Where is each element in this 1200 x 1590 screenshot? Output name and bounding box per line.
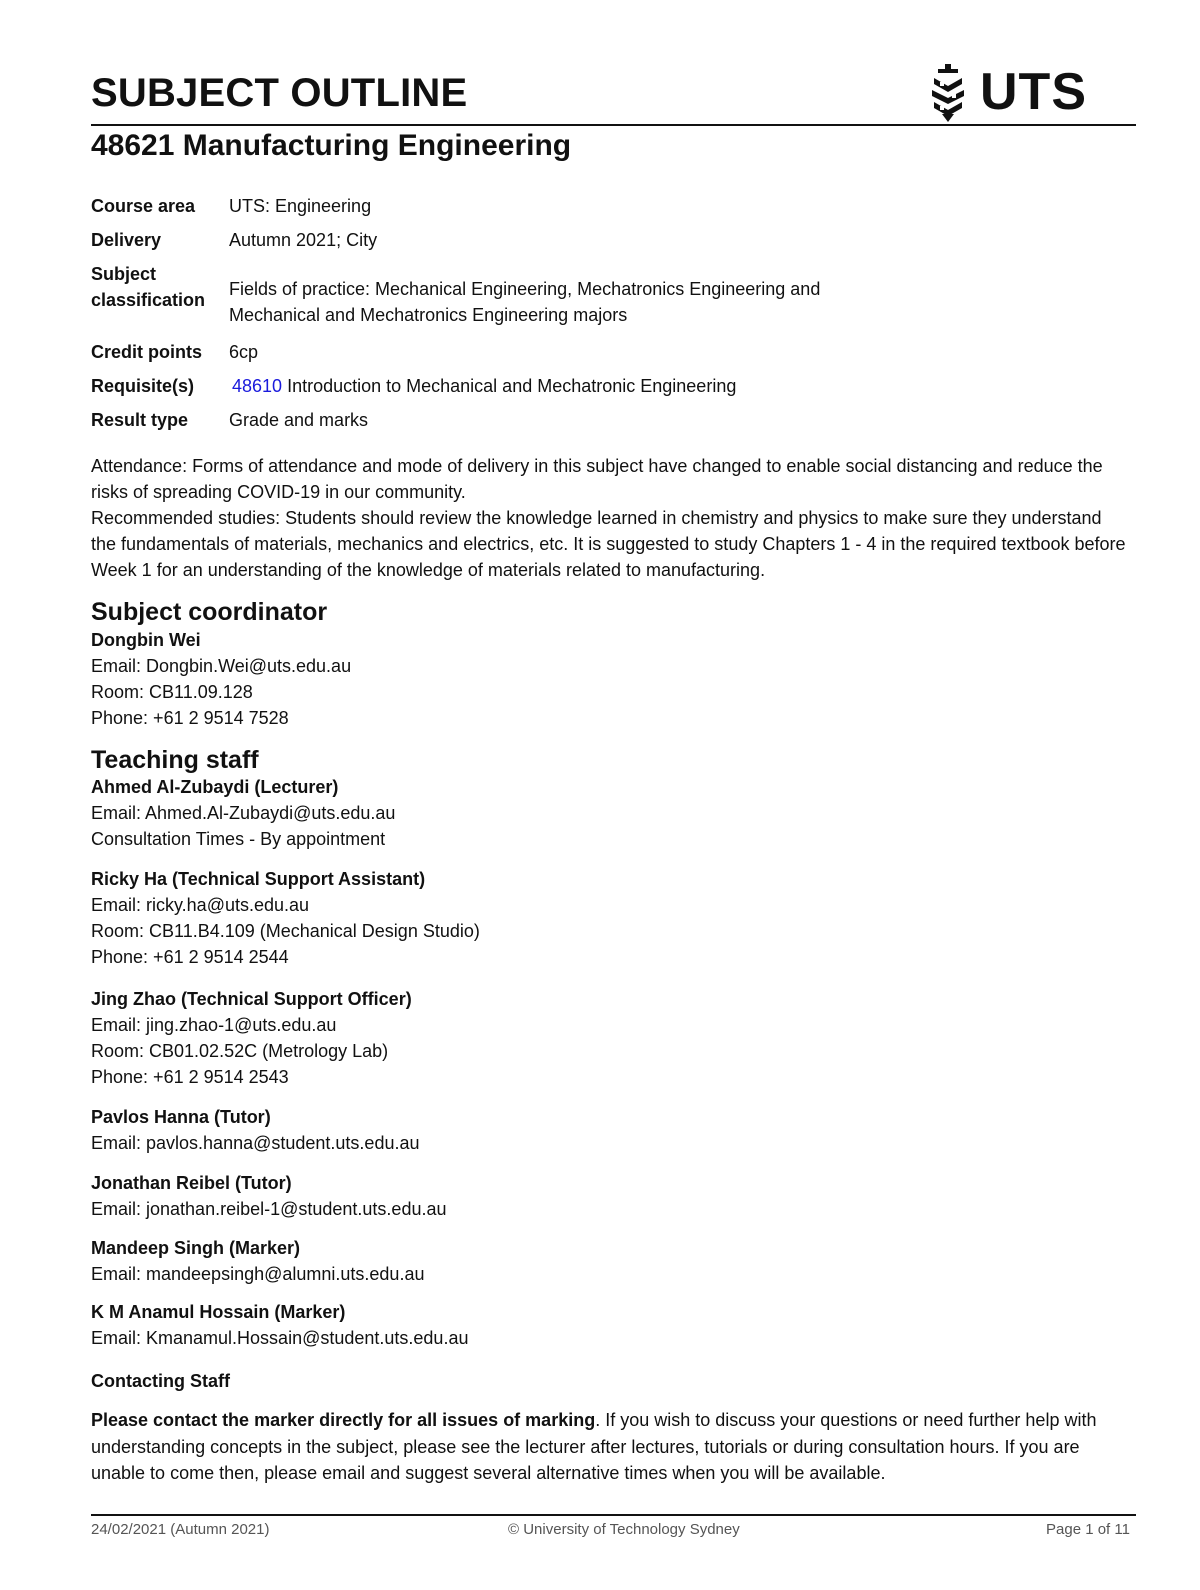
contacting-staff-block (91, 1368, 1131, 1394)
footer-copyright: © University of Technology Sydney (508, 1521, 740, 1538)
staff-name: Pavlos Hanna (Tutor) (91, 1107, 271, 1127)
staff-name: Mandeep Singh (Marker) (91, 1238, 301, 1258)
staff-member (91, 986, 1131, 1090)
staff-member (91, 1170, 1131, 1222)
staff-name: Ahmed Al-Zubaydi (Lecturer) (91, 777, 339, 797)
staff-member (91, 1235, 1131, 1287)
info-value-line: Mechanical and Mechatronics Engineering majors (229, 305, 628, 325)
info-label: Requisite(s) (91, 376, 195, 396)
teaching-staff-heading: Teaching staff (91, 746, 259, 774)
contacting-bold-text: Please contact the marker directly for all issues of marking (91, 1410, 596, 1430)
staff-member (91, 774, 1131, 852)
contacting-paragraph (91, 1407, 1131, 1487)
staff-email[interactable]: Email: mandeepsingh@alumni.uts.edu.au (91, 1264, 425, 1284)
uts-crest-icon (928, 64, 968, 122)
staff-room: Room: CB01.02.52C (Metrology Lab) (91, 1041, 389, 1061)
staff-member (91, 1104, 1131, 1156)
info-value (229, 261, 1131, 339)
staff-name: Ricky Ha (Technical Support Assistant) (91, 869, 426, 889)
coordinator-email[interactable]: Email: Dongbin.Wei@uts.edu.au (91, 656, 352, 676)
staff-room: Room: CB11.B4.109 (Mechanical Design Studio) (91, 921, 480, 941)
coordinator-block (91, 627, 1131, 731)
staff-email[interactable]: Email: Ahmed.Al-Zubaydi@uts.edu.au (91, 803, 396, 823)
staff-email[interactable]: Email: ricky.ha@uts.edu.au (91, 895, 310, 915)
title-divider (91, 124, 1136, 126)
contacting-text: . If you wish to discuss your questions or need further help with understanding concepts in the subject, please see the lecturer after lectures, tutorials or during consultation hours. If you are unable to come then, please email and suggest several alternative times when you will be available. (91, 1410, 1097, 1483)
info-label-line: classification (91, 290, 206, 310)
info-value (229, 373, 1131, 407)
info-row-requisites (91, 373, 1131, 407)
subject-info-table (91, 193, 1131, 441)
staff-email[interactable]: Email: jonathan.reibel-1@student.uts.edu.au (91, 1199, 447, 1219)
logo-text: UTS (980, 63, 1087, 121)
footer-date: 24/02/2021 (Autumn 2021) (91, 1521, 270, 1538)
subject-title: 48621 Manufacturing Engineering (91, 129, 572, 162)
staff-email[interactable]: Email: jing.zhao-1@uts.edu.au (91, 1015, 337, 1035)
info-row-classification (91, 261, 1131, 339)
info-value: Grade and marks (229, 410, 369, 430)
info-label (91, 261, 229, 339)
info-label: Course area (91, 196, 196, 216)
recommended-paragraph: Recommended studies: Students should review the knowledge learned in chemistry and physics to make sure they understand the fundamentals of materials, mechanics and electrics, etc. It is suggested to study Chapters 1 - 4 in the required textbook before Week 1 for an understanding of the knowledge of materials related to manufacturing. (91, 508, 1126, 580)
staff-member (91, 1299, 1131, 1351)
info-value: Autumn 2021; City (229, 230, 378, 250)
info-row-credit-points (91, 339, 1131, 373)
staff-detail: Consultation Times - By appointment (91, 829, 386, 849)
staff-name: Jonathan Reibel (Tutor) (91, 1173, 292, 1193)
coordinator-name: Dongbin Wei (91, 630, 201, 650)
staff-phone: Phone: +61 2 9514 2544 (91, 947, 289, 967)
footer-divider (91, 1514, 1136, 1516)
info-row-delivery (91, 227, 1131, 261)
requisite-link[interactable]: 48610 (232, 376, 283, 396)
info-label: Result type (91, 410, 189, 430)
coordinator-room: Room: CB11.09.128 (91, 682, 253, 702)
staff-email[interactable]: Email: Kmanamul.Hossain@student.uts.edu.au (91, 1328, 469, 1348)
info-value-line: Fields of practice: Mechanical Engineering, Mechatronics Engineering and (229, 279, 821, 299)
info-row-course-area (91, 193, 1131, 227)
info-value: UTS: Engineering (229, 196, 372, 216)
contacting-staff-heading: Contacting Staff (91, 1371, 230, 1391)
info-value: 6cp (229, 342, 259, 362)
uts-logo (928, 62, 1094, 122)
document-title: SUBJECT OUTLINE (91, 71, 468, 115)
staff-phone: Phone: +61 2 9514 2543 (91, 1067, 289, 1087)
coordinator-phone: Phone: +61 2 9514 7528 (91, 708, 289, 728)
attendance-paragraph: Attendance: Forms of attendance and mode of delivery in this subject have changed to enable social distancing and reduce the risks of spreading COVID-19 in our community. (91, 456, 1103, 502)
footer-page-number: Page 1 of 11 (1046, 1521, 1130, 1538)
intro-paragraphs (91, 453, 1131, 583)
staff-name: Jing Zhao (Technical Support Officer) (91, 989, 412, 1009)
info-label: Credit points (91, 342, 202, 362)
info-label-line: Subject (91, 264, 157, 284)
requisite-name: Introduction to Mechanical and Mechatronic Engineering (282, 376, 737, 396)
staff-member (91, 866, 1131, 970)
staff-name: K M Anamul Hossain (Marker) (91, 1302, 346, 1322)
coordinator-heading: Subject coordinator (91, 598, 328, 626)
info-row-result-type (91, 407, 1131, 441)
staff-email[interactable]: Email: pavlos.hanna@student.uts.edu.au (91, 1133, 420, 1153)
info-label: Delivery (91, 230, 162, 250)
